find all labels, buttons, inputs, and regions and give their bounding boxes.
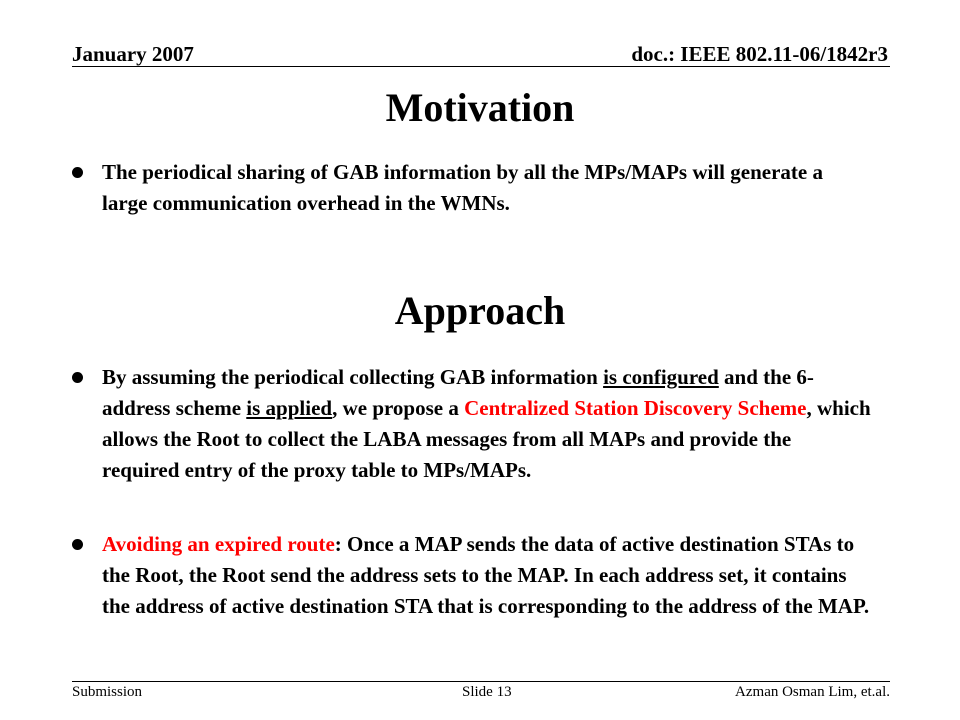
approach-bullet-1-text [102, 362, 872, 486]
bullet-dot-icon [72, 372, 83, 383]
underlined-text: is applied [246, 396, 333, 420]
bullet-dot-icon [72, 539, 83, 550]
header-doc-id: doc.: IEEE 802.11-06/1842r3 [631, 42, 888, 66]
footer-slide-number: Slide 13 [462, 684, 512, 700]
text-segment: , which allows the Root to collect the LABA messages from all MAPs and provide the required entry of the proxy table to MPs/MAPs. [102, 396, 871, 482]
text-segment: and the 6-address scheme [102, 365, 814, 420]
approach-bullet-1 [72, 362, 872, 486]
header-date: January 2007 [72, 42, 194, 66]
header-divider [72, 66, 890, 67]
underlined-text: is configured [603, 365, 719, 389]
motivation-title: Motivation [385, 85, 575, 130]
text-segment: , we propose a [332, 396, 465, 420]
motivation-bullet [72, 157, 872, 219]
bullet-dot-icon [72, 167, 83, 178]
text-segment: By assuming the periodical collecting GAB information [102, 365, 604, 389]
highlighted-text: Centralized Station Discovery Scheme [464, 396, 807, 420]
footer-submission: Submission [72, 684, 143, 700]
footer-divider [72, 681, 890, 682]
highlighted-text: Avoiding an expired route [102, 532, 335, 556]
text-segment: : Once a MAP sends the data of active destination STAs to the Root, the Root send the address sets to the MAP. In each address set, it contains the address of active destination STA that is corresponding to the address of the MAP. [102, 532, 870, 618]
approach-bullet-2-text [102, 529, 872, 622]
approach-bullet-2 [72, 529, 872, 622]
approach-title: Approach [394, 288, 566, 333]
motivation-bullet-text: The periodical sharing of GAB information by all the MPs/MAPs will generate a large communication overhead in the WMNs. [102, 160, 823, 215]
footer-authors: Azman Osman Lim, et.al. [735, 684, 890, 700]
